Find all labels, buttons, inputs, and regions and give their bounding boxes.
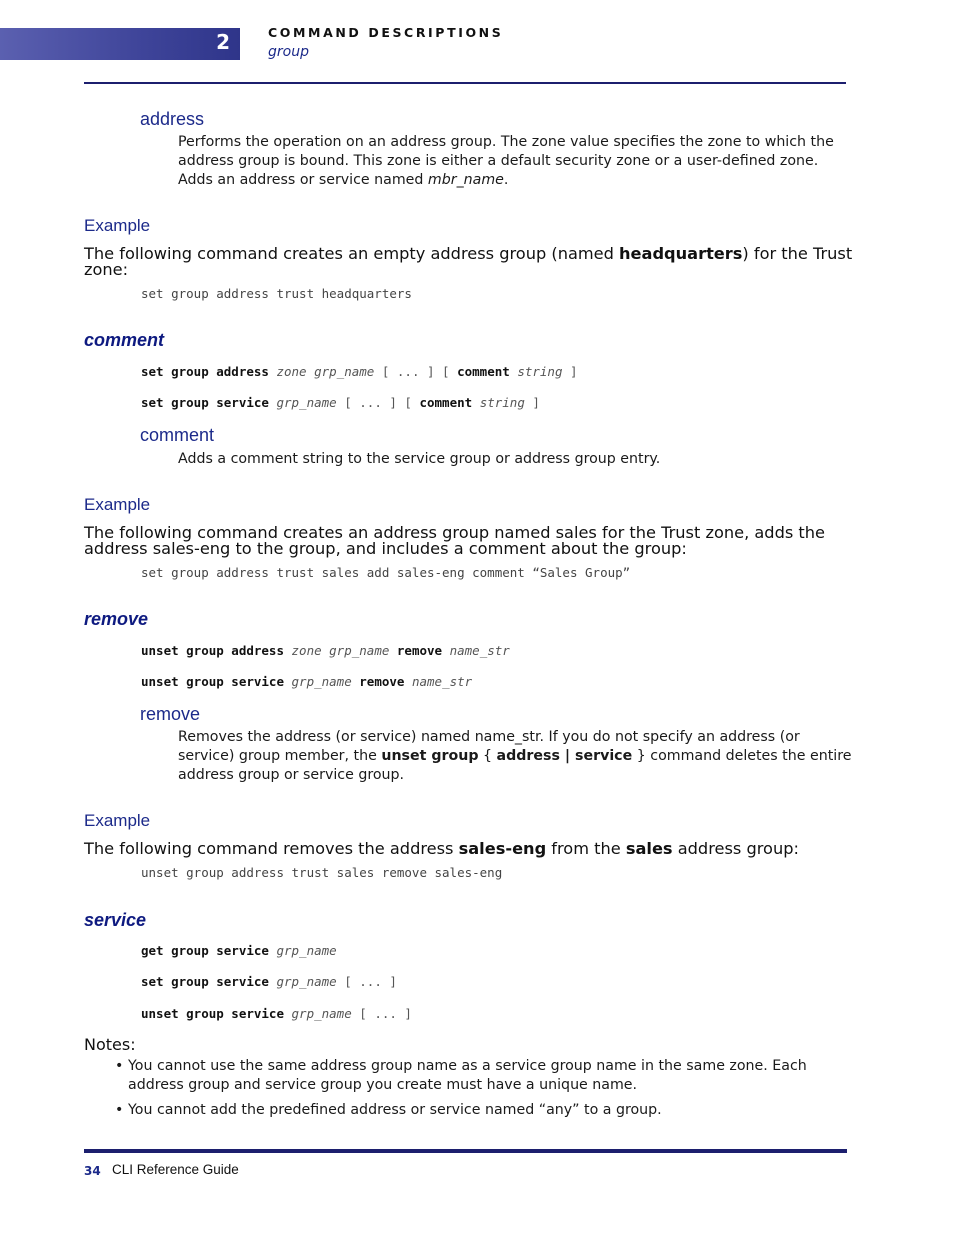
example3-text — [84, 841, 854, 857]
syntax-punct: [ ... ] [ — [336, 395, 420, 410]
syntax-keyword: set group address — [141, 364, 269, 379]
note-line: You cannot use the same address group name as a service group name in the same zone. Each — [128, 1058, 807, 1074]
syntax-keyword: unset group address — [141, 643, 284, 658]
note-item-predefined-any: You cannot add the predefined address or service named “any” to a group. — [128, 1102, 662, 1118]
remove-syntax-service — [141, 674, 472, 690]
comment-section-heading: comment — [84, 330, 165, 350]
syntax-punct: ] — [562, 364, 578, 379]
remove-desc-line: Removes the address (or service) named name_str. If you do not specify an address (or — [178, 729, 800, 745]
example3-text-part: address group: — [672, 839, 799, 858]
example1-text-part: ) for the Trust — [742, 244, 853, 263]
example1-bold-term: headquarters — [619, 244, 743, 263]
note-item-unique-name — [128, 1057, 807, 1095]
address-desc-text: Adds an address or service named — [178, 172, 428, 188]
address-desc-line: Performs the operation on an address group. The zone value specifies the zone to which the — [178, 134, 834, 150]
syntax-keyword: get group service — [141, 943, 269, 958]
syntax-keyword: comment — [457, 364, 510, 379]
syntax-arg: zone grp_name — [291, 643, 390, 658]
syntax-keyword: remove — [359, 674, 405, 689]
address-desc-text: . — [503, 172, 509, 188]
address-param-desc — [178, 133, 834, 190]
example3-bold-term: sales — [625, 839, 673, 858]
syntax-arg: grp_name — [276, 974, 337, 989]
address-desc-line: address group is bound. This zone is either a default security zone or a user-defined zone. — [178, 153, 819, 169]
syntax-arg: string — [479, 395, 525, 410]
example-heading: Example — [84, 216, 151, 235]
mbr-name-term: mbr_name — [427, 172, 504, 188]
address-desc-line — [178, 171, 834, 190]
note-line: address group and service group you create must have a unique name. — [128, 1077, 638, 1093]
remove-bold-term: unset group — [381, 748, 479, 764]
example2-line: The following command creates an address group named sales for the Trust zone, adds the — [84, 523, 826, 542]
note-bullet: • — [115, 1058, 124, 1074]
syntax-keyword: set group service — [141, 395, 269, 410]
syntax-keyword: comment — [419, 395, 473, 410]
syntax-punct: [ ... ] [ — [374, 364, 458, 379]
command-name: group — [268, 44, 309, 60]
syntax-punct: [ ... ] — [351, 1006, 412, 1021]
example2-code: set group address trust sales add sales-eng comment “Sales Group” — [141, 565, 631, 580]
syntax-arg: zone grp_name — [276, 364, 375, 379]
notes-label: Notes: — [84, 1035, 136, 1054]
note-bullet: • — [115, 1102, 124, 1118]
service-syntax-set — [141, 974, 397, 990]
comment-syntax-address — [141, 364, 578, 380]
example-heading: Example — [84, 495, 151, 514]
service-section-heading: service — [84, 910, 147, 930]
comment-param-desc: Adds a comment string to the service group or address group entry. — [178, 451, 661, 467]
example1-line: zone: — [84, 260, 129, 279]
syntax-punct: [ ... ] — [336, 974, 397, 989]
syntax-keyword: remove — [396, 643, 443, 658]
header-rule — [84, 82, 846, 84]
comment-param-heading: comment — [140, 425, 215, 445]
remove-desc-line: address group or service group. — [178, 767, 405, 783]
remove-param-desc — [178, 728, 851, 785]
syntax-keyword: set group service — [141, 974, 269, 989]
example3-text-part: from the — [546, 839, 626, 858]
footer-rule — [84, 1149, 847, 1153]
remove-desc-line — [178, 747, 851, 766]
chapter-tab — [0, 28, 240, 60]
syntax-punct: ] — [524, 395, 540, 410]
chapter-number: 2 — [216, 30, 230, 54]
service-syntax-get — [141, 943, 337, 959]
syntax-arg: string — [517, 364, 563, 379]
syntax-arg: name_str — [411, 674, 473, 689]
syntax-arg: grp_name — [276, 395, 337, 410]
guide-title: CLI Reference Guide — [112, 1162, 239, 1177]
syntax-keyword: unset group service — [141, 674, 284, 689]
section-title: COMMAND DESCRIPTIONS — [268, 25, 504, 40]
example3-text-part: The following command removes the address — [84, 839, 459, 858]
comment-syntax-service — [141, 395, 540, 411]
address-param-heading: address — [140, 109, 205, 129]
remove-syntax-address — [141, 643, 510, 659]
remove-desc-text: } command deletes the entire — [632, 748, 852, 764]
remove-bold-term: address | service — [496, 748, 633, 764]
example3-code: unset group address trust sales remove sales-eng — [141, 865, 503, 880]
example1-line — [84, 246, 854, 262]
page-number: 34 — [84, 1164, 101, 1178]
syntax-keyword: unset group service — [141, 1006, 284, 1021]
example1-code: set group address trust headquarters — [141, 286, 412, 301]
remove-section-heading: remove — [84, 609, 149, 629]
example2-text — [84, 525, 854, 557]
remove-desc-text: service) group member, the — [178, 748, 382, 764]
syntax-arg: grp_name — [291, 674, 352, 689]
service-syntax-unset — [141, 1006, 412, 1022]
syntax-arg: grp_name — [291, 1006, 352, 1021]
syntax-arg: grp_name — [276, 943, 337, 958]
example1-text — [84, 246, 854, 278]
remove-desc-text: { — [478, 748, 497, 764]
example-heading: Example — [84, 811, 151, 830]
example2-line: address sales-eng to the group, and includes a comment about the group: — [84, 539, 687, 558]
example1-text-part: The following command creates an empty address group (named — [84, 244, 620, 263]
example3-bold-term: sales-eng — [458, 839, 547, 858]
syntax-arg: name_str — [449, 643, 510, 658]
remove-param-heading: remove — [140, 704, 201, 724]
